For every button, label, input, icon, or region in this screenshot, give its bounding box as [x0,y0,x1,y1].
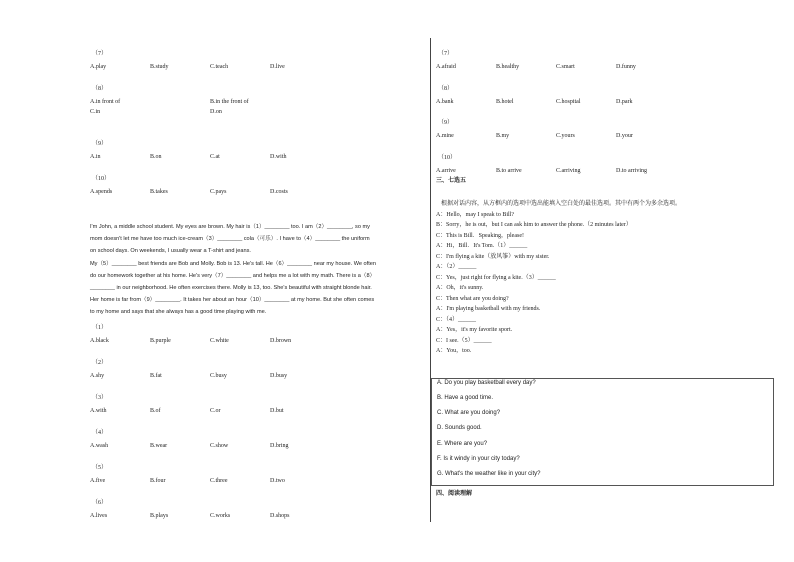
box-option[interactable]: D. Sounds good. [437,425,482,431]
box-option[interactable]: B. Have a good time. [437,395,494,401]
option-d[interactable]: D.bring [270,443,289,449]
option-c[interactable]: C.works [210,513,231,519]
option-c[interactable]: C.at [210,154,220,160]
option-b[interactable]: B.healthy [496,64,520,70]
option-d[interactable]: D.your [616,133,633,139]
option-d[interactable]: D.busy [270,373,288,379]
option-b[interactable]: B.plays [150,513,169,519]
passage-line: mom doesn't let me have too much ice-cream（3）________ cola（可乐）. I have to（4）________ the uniform [90,236,370,243]
option-b[interactable]: B.hotel [496,99,514,105]
option-a[interactable]: A.play [90,64,107,70]
option-a[interactable]: A.black [90,338,109,344]
section-title: 三、七选五 [436,178,467,184]
question-number: （5） [92,465,108,471]
question-number: （7） [92,51,108,57]
question-number: （3） [92,395,108,401]
option-a[interactable]: A.arrive [436,168,456,174]
option-c[interactable]: C.teach [210,64,229,70]
question-number: （8） [92,86,108,92]
question-number: （6） [92,500,108,506]
question-number: （9） [92,141,108,147]
option-b[interactable]: B.of [150,408,161,414]
dialogue-line: B：Sorry，he is out，but I can ask him to answer the phone.（2 minutes later） [436,222,632,228]
option-b[interactable]: B.my [496,133,510,139]
option-c[interactable]: C.arriving [556,168,581,174]
passage-line: do our homework together at his home. He's very（7）________ and helps me a lot with my math. There is a（8） [90,272,376,279]
box-option[interactable]: E. Where are you? [437,441,488,447]
option-a[interactable]: A.bank [436,99,454,105]
option-c[interactable]: C.white [210,338,229,344]
option-a[interactable]: A.mine [436,133,454,139]
cloze-passage [90,221,420,319]
dialogue-line: C：Yes，just right for flying a kite.（3）______ [436,275,556,281]
dialogue-line: A：I'm playing basketball with my friends. [436,306,541,312]
passage-line: Her home is far from（9）________. It takes her about an hour（10）________ at my home. But she often comes [90,297,375,304]
option-b[interactable]: B.four [150,478,166,484]
option-c[interactable]: C.busy [210,373,227,379]
dialogue-line: C：I'm flying a kite（放风筝）with my sister. [436,254,550,260]
option-a[interactable]: A.afraid [436,64,456,70]
option-c[interactable]: C.hospital [556,99,581,105]
option-a[interactable]: A.shy [90,373,105,379]
dialogue-line: C：Then what are you doing? [436,296,509,302]
section-title: 四、阅读理解 [436,491,473,497]
option-c[interactable]: C.smart [556,64,575,70]
dialogue-line: C：This is Bill．Speaking，please! [436,233,524,239]
option-a[interactable]: A.in front of [90,99,121,105]
option-b[interactable]: B.purple [150,338,171,344]
passage-line: I'm John, a middle school student. My eyes are brown. My hair is（1）________ too. I am（2）________, so my [90,224,370,230]
option-d[interactable]: D.on [210,109,222,115]
option-d[interactable]: D.brown [270,338,292,344]
option-a[interactable]: A.wash [90,443,109,449]
option-d[interactable]: D.to arriving [616,168,647,174]
option-d[interactable]: D.park [616,99,633,105]
option-b[interactable]: B.takes [150,189,168,195]
question-number: （7） [438,51,454,57]
option-c[interactable]: C.or [210,408,221,414]
dialogue-line: A：Yes，it's my favorite sport. [436,327,513,333]
dialogue-line: C：I see.（5）______ [436,338,492,344]
option-d[interactable]: D.with [270,154,287,160]
option-c[interactable]: C.yours [556,133,575,139]
option-a[interactable]: A.lives [90,513,108,519]
option-b[interactable]: B.in the front of [210,99,249,105]
question-number: （8） [438,86,454,92]
option-c[interactable]: C.in [90,109,101,115]
box-option[interactable]: C. What are you doing? [437,410,501,416]
option-d[interactable]: D.two [270,478,285,484]
option-c[interactable]: C.pays [210,189,227,195]
dialogue-line: A：（2）______ [436,264,477,270]
option-b[interactable]: B.on [150,154,162,160]
option-b[interactable]: B.fat [150,373,162,379]
passage-line: on school days. On weekends, I usually wear a T-shirt and jeans. [90,248,251,255]
option-b[interactable]: B.wear [150,443,168,449]
option-b[interactable]: B.study [150,64,169,70]
option-d[interactable]: D.costs [270,189,288,195]
option-c[interactable]: C.three [210,478,228,484]
option-d[interactable]: D.live [270,64,285,70]
question-number: （1） [92,325,108,331]
section-instruction: 根据对话内容，从方框内的选项中选出能填入空白处的最佳选项。其中有两个为多余选项。 [441,201,682,207]
option-d[interactable]: D.funny [616,64,636,70]
dialogue-line: A：Hello，may I speak to Bill? [436,212,514,218]
question-number: （9） [438,120,454,126]
passage-line: ________ in our neighborhood. He often exercises there. Molly is 13, too. She's beautiful with straight blonde hair. [90,285,372,292]
option-b[interactable]: B.to arrive [496,168,522,174]
option-a[interactable]: A.spends [90,189,113,195]
option-a[interactable]: A.five [90,478,106,484]
question-number: （10） [438,155,457,161]
option-c[interactable]: C.show [210,443,229,449]
box-option[interactable]: F. Is it windy in your city today? [437,456,520,462]
box-option[interactable]: A. Do you play basketball every day? [437,380,536,386]
dialogue-line: A：Oh，it's sunny. [436,285,484,291]
option-d[interactable]: D.but [270,408,284,414]
passage-line: to my home and says that she always has a good time playing with me. [90,309,267,316]
question-number: （4） [92,430,108,436]
option-a[interactable]: A.with [90,408,107,414]
question-number: （2） [92,360,108,366]
option-a[interactable]: A.in [90,154,101,160]
question-number: （10） [92,176,111,182]
option-d[interactable]: D.shops [270,513,290,519]
dialogue-line: A：You，too. [436,348,472,354]
dialogue-line: A：Hi，Bill．It's Tom.（1）______ [436,243,528,249]
passage-line: My（5）________ best friends are Bob and Molly. Bob is 13. He's tall. He（6）________ near my house. We often [90,260,376,267]
dialogue-line: C：（4）______ [436,317,477,323]
box-option[interactable]: G. What's the weather like in your city? [437,471,541,477]
